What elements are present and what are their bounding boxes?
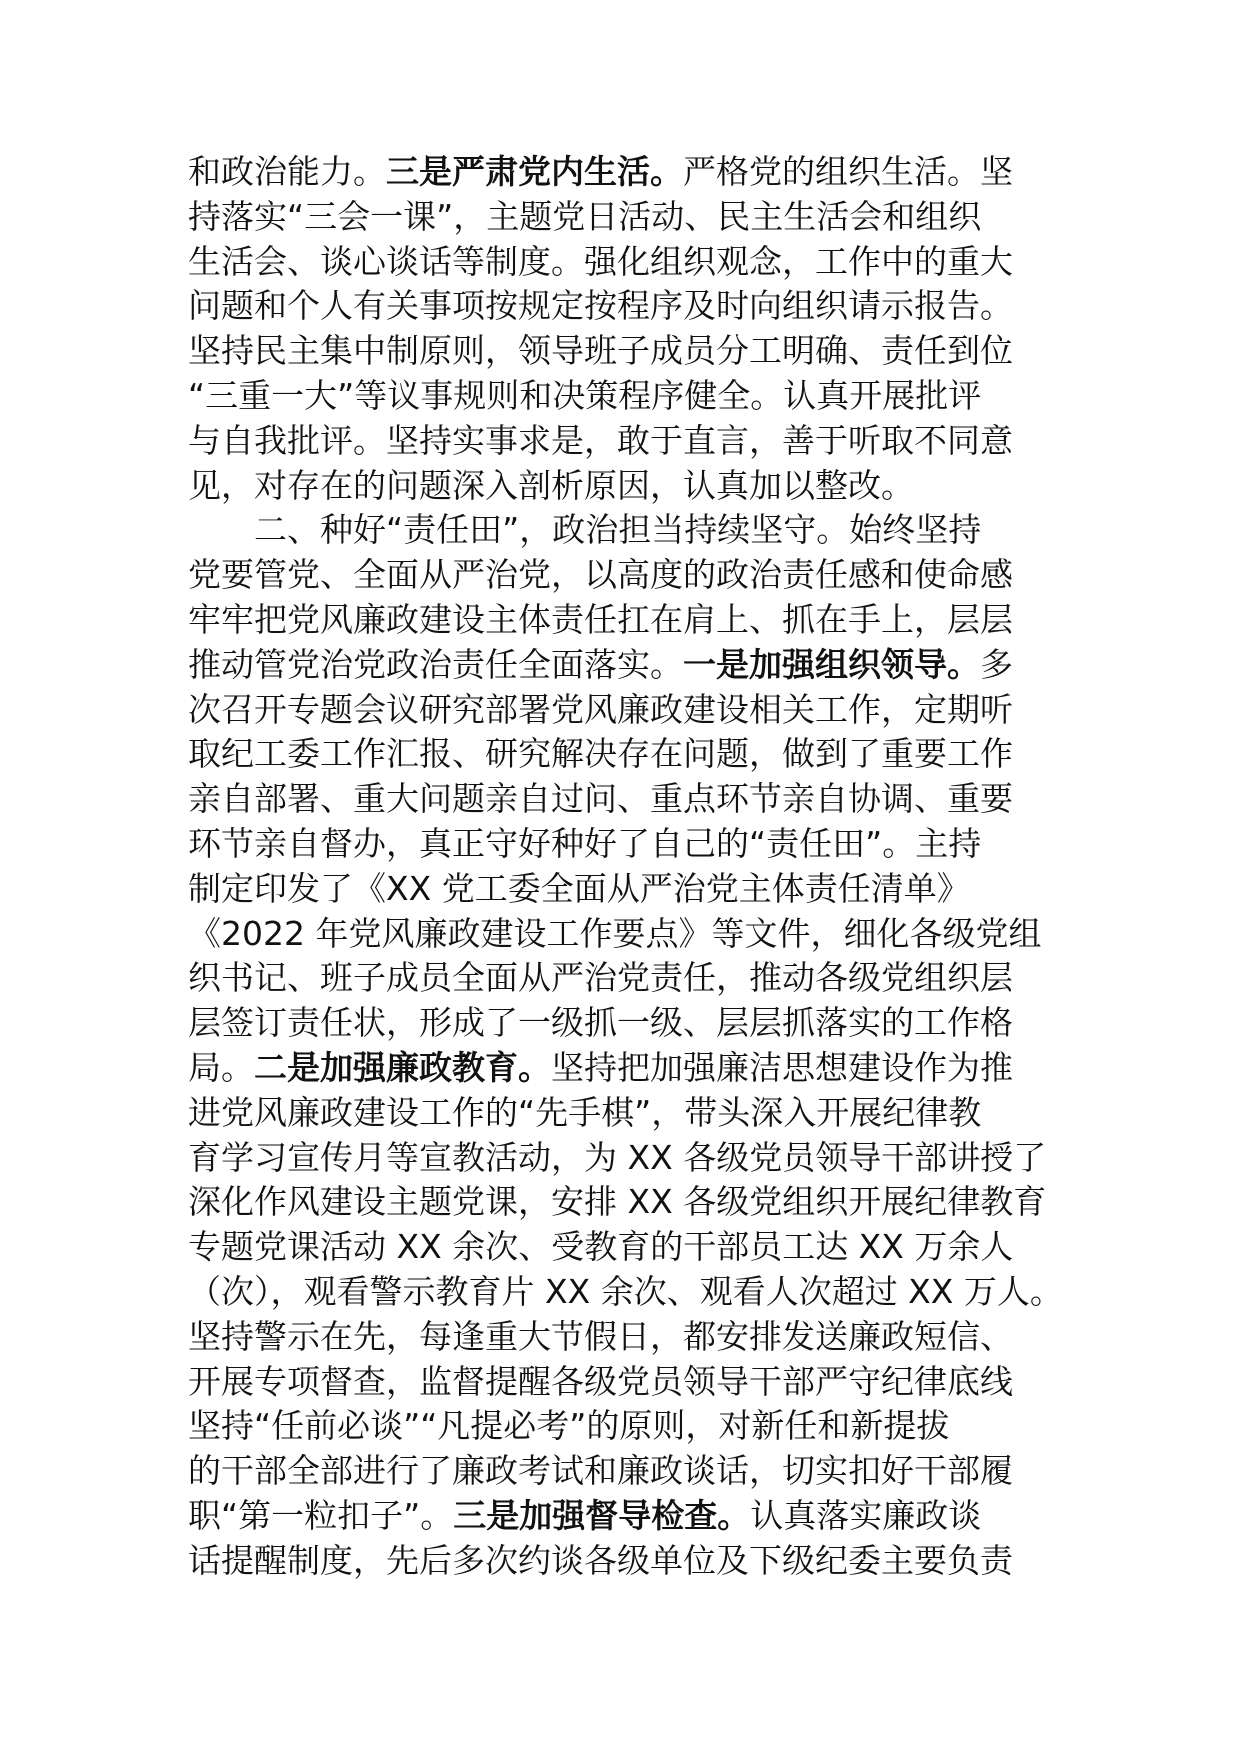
text-segment: 职“第一粒扣子”。	[188, 1495, 454, 1535]
text-segment: “三重一大”等议事规则和决策程序健全。认真开展批评	[188, 375, 982, 415]
text-segment: 《2022 年党风廉政建设工作要点》等文件，细化各级党组	[188, 913, 1042, 953]
text-line	[188, 1539, 1068, 1584]
text-segment: 环节亲自督办，真正守好种好了自己的“责任田”。主持	[188, 823, 982, 863]
text-line	[188, 956, 1068, 1001]
text-segment: 牢牢把党风廉政建设主体责任扛在肩上、抓在手上，层层	[188, 599, 1013, 639]
text-line	[188, 1091, 1068, 1136]
text-line	[188, 553, 1068, 598]
text-line	[188, 195, 1068, 240]
text-segment: 见，对存在的问题深入剖析原因，认真加以整改。	[188, 465, 914, 505]
text-line	[188, 1449, 1068, 1494]
text-segment: 局。	[188, 1047, 254, 1087]
text-line	[188, 419, 1068, 464]
document-body-text	[188, 150, 1068, 1584]
text-line	[188, 464, 1068, 509]
text-line	[188, 1360, 1068, 1405]
text-segment: 次召开专题会议研究部署党风廉政建设相关工作，定期听	[188, 689, 1013, 729]
text-line	[188, 912, 1068, 957]
text-segment: 坚持民主集中制原则，领导班子成员分工明确、责任到位	[188, 331, 1013, 371]
text-line	[188, 329, 1068, 374]
text-line	[188, 1136, 1068, 1181]
text-line	[188, 688, 1068, 733]
text-line	[188, 150, 1068, 195]
text-line	[188, 1494, 1068, 1539]
text-segment: 专题党课活动 XX 余次、受教育的干部员工达 XX 万余人	[188, 1227, 1014, 1267]
text-line	[188, 1270, 1068, 1315]
text-segment: 党要管党、全面从严治党，以高度的政治责任感和使命感	[188, 555, 1013, 595]
text-segment: 进党风廉政建设工作的“先手棋”，带头深入开展纪律教	[188, 1092, 982, 1132]
text-segment: 与自我批评。坚持实事求是，敢于直言，善于听取不同意	[188, 420, 1013, 460]
text-segment: 生活会、谈心谈话等制度。强化组织观念，工作中的重大	[188, 241, 1013, 281]
text-segment: 认真落实廉政谈	[750, 1495, 982, 1535]
text-segment: 话提醒制度，先后多次约谈各级单位及下级纪委主要负责	[188, 1540, 1013, 1580]
text-segment: 层签订责任状，形成了一级抓一级、层层抓落实的工作格	[188, 1003, 1013, 1043]
text-segment: 亲自部署、重大问题亲自过问、重点环节亲自协调、重要	[188, 779, 1013, 819]
bold-heading-phrase: 三是严肃党内生活。	[386, 152, 683, 191]
text-segment: 坚持“任前必谈”“凡提必考”的原则，对新任和新提拔	[188, 1406, 950, 1446]
bold-heading-phrase: 一是加强组织领导。	[683, 644, 980, 684]
text-segment: 深化作风建设主题党课，安排 XX 各级党组织开展纪律教育	[188, 1182, 1047, 1222]
text-segment: 取纪工委工作汇报、研究解决存在问题，做到了重要工作	[188, 734, 1013, 774]
text-line	[188, 732, 1068, 777]
text-line	[188, 598, 1068, 643]
text-segment: 坚持警示在先，每逢重大节假日，都安排发送廉政短信、	[188, 1316, 1013, 1356]
text-segment: 织书记、班子成员全面从严治党责任，推动各级党组织层	[188, 958, 1013, 998]
text-segment: 制定印发了《XX 党工委全面从严治党主体责任清单》	[188, 868, 970, 908]
text-line	[188, 777, 1068, 822]
text-segment: 坚持把加强廉洁思想建设作为推	[551, 1047, 1013, 1087]
text-segment: 的干部全部进行了廉政考试和廉政谈话，切实扣好干部履	[188, 1451, 1013, 1491]
text-segment: 多	[980, 644, 1013, 684]
text-segment: 育学习宣传月等宣教活动，为 XX 各级党员领导干部讲授了	[188, 1137, 1047, 1177]
bold-heading-phrase: 二是加强廉政教育。	[254, 1047, 551, 1087]
text-line	[188, 643, 1068, 688]
text-segment: 二、种好“责任田”，政治担当持续坚守。始终坚持	[188, 510, 982, 550]
text-line	[188, 1404, 1068, 1449]
text-segment: 开展专项督查，监督提醒各级党员领导干部严守纪律底线	[188, 1361, 1013, 1401]
text-line	[188, 284, 1068, 329]
text-segment: 问题和个人有关事项按规定按程序及时向组织请示报告。	[188, 286, 1013, 326]
text-line	[188, 822, 1068, 867]
text-line	[188, 1315, 1068, 1360]
text-segment: 严格党的组织生活。坚	[683, 152, 1013, 191]
text-line	[188, 508, 1068, 553]
text-line	[188, 240, 1068, 285]
text-line	[188, 1046, 1068, 1091]
bold-heading-phrase: 三是加强督导检查。	[453, 1495, 751, 1535]
text-line	[188, 1225, 1068, 1270]
text-line	[188, 867, 1068, 912]
text-line	[188, 1001, 1068, 1046]
text-segment: 持落实“三会一课”，主题党日活动、民主生活会和组织	[188, 196, 982, 236]
text-segment: 和政治能力。	[188, 152, 386, 191]
text-line	[188, 374, 1068, 419]
text-line	[188, 1180, 1068, 1225]
text-segment: 推动管党治党政治责任全面落实。	[188, 644, 683, 684]
text-segment: （次），观看警示教育片 XX 余次、观看人次超过 XX 万人。	[188, 1271, 1063, 1311]
